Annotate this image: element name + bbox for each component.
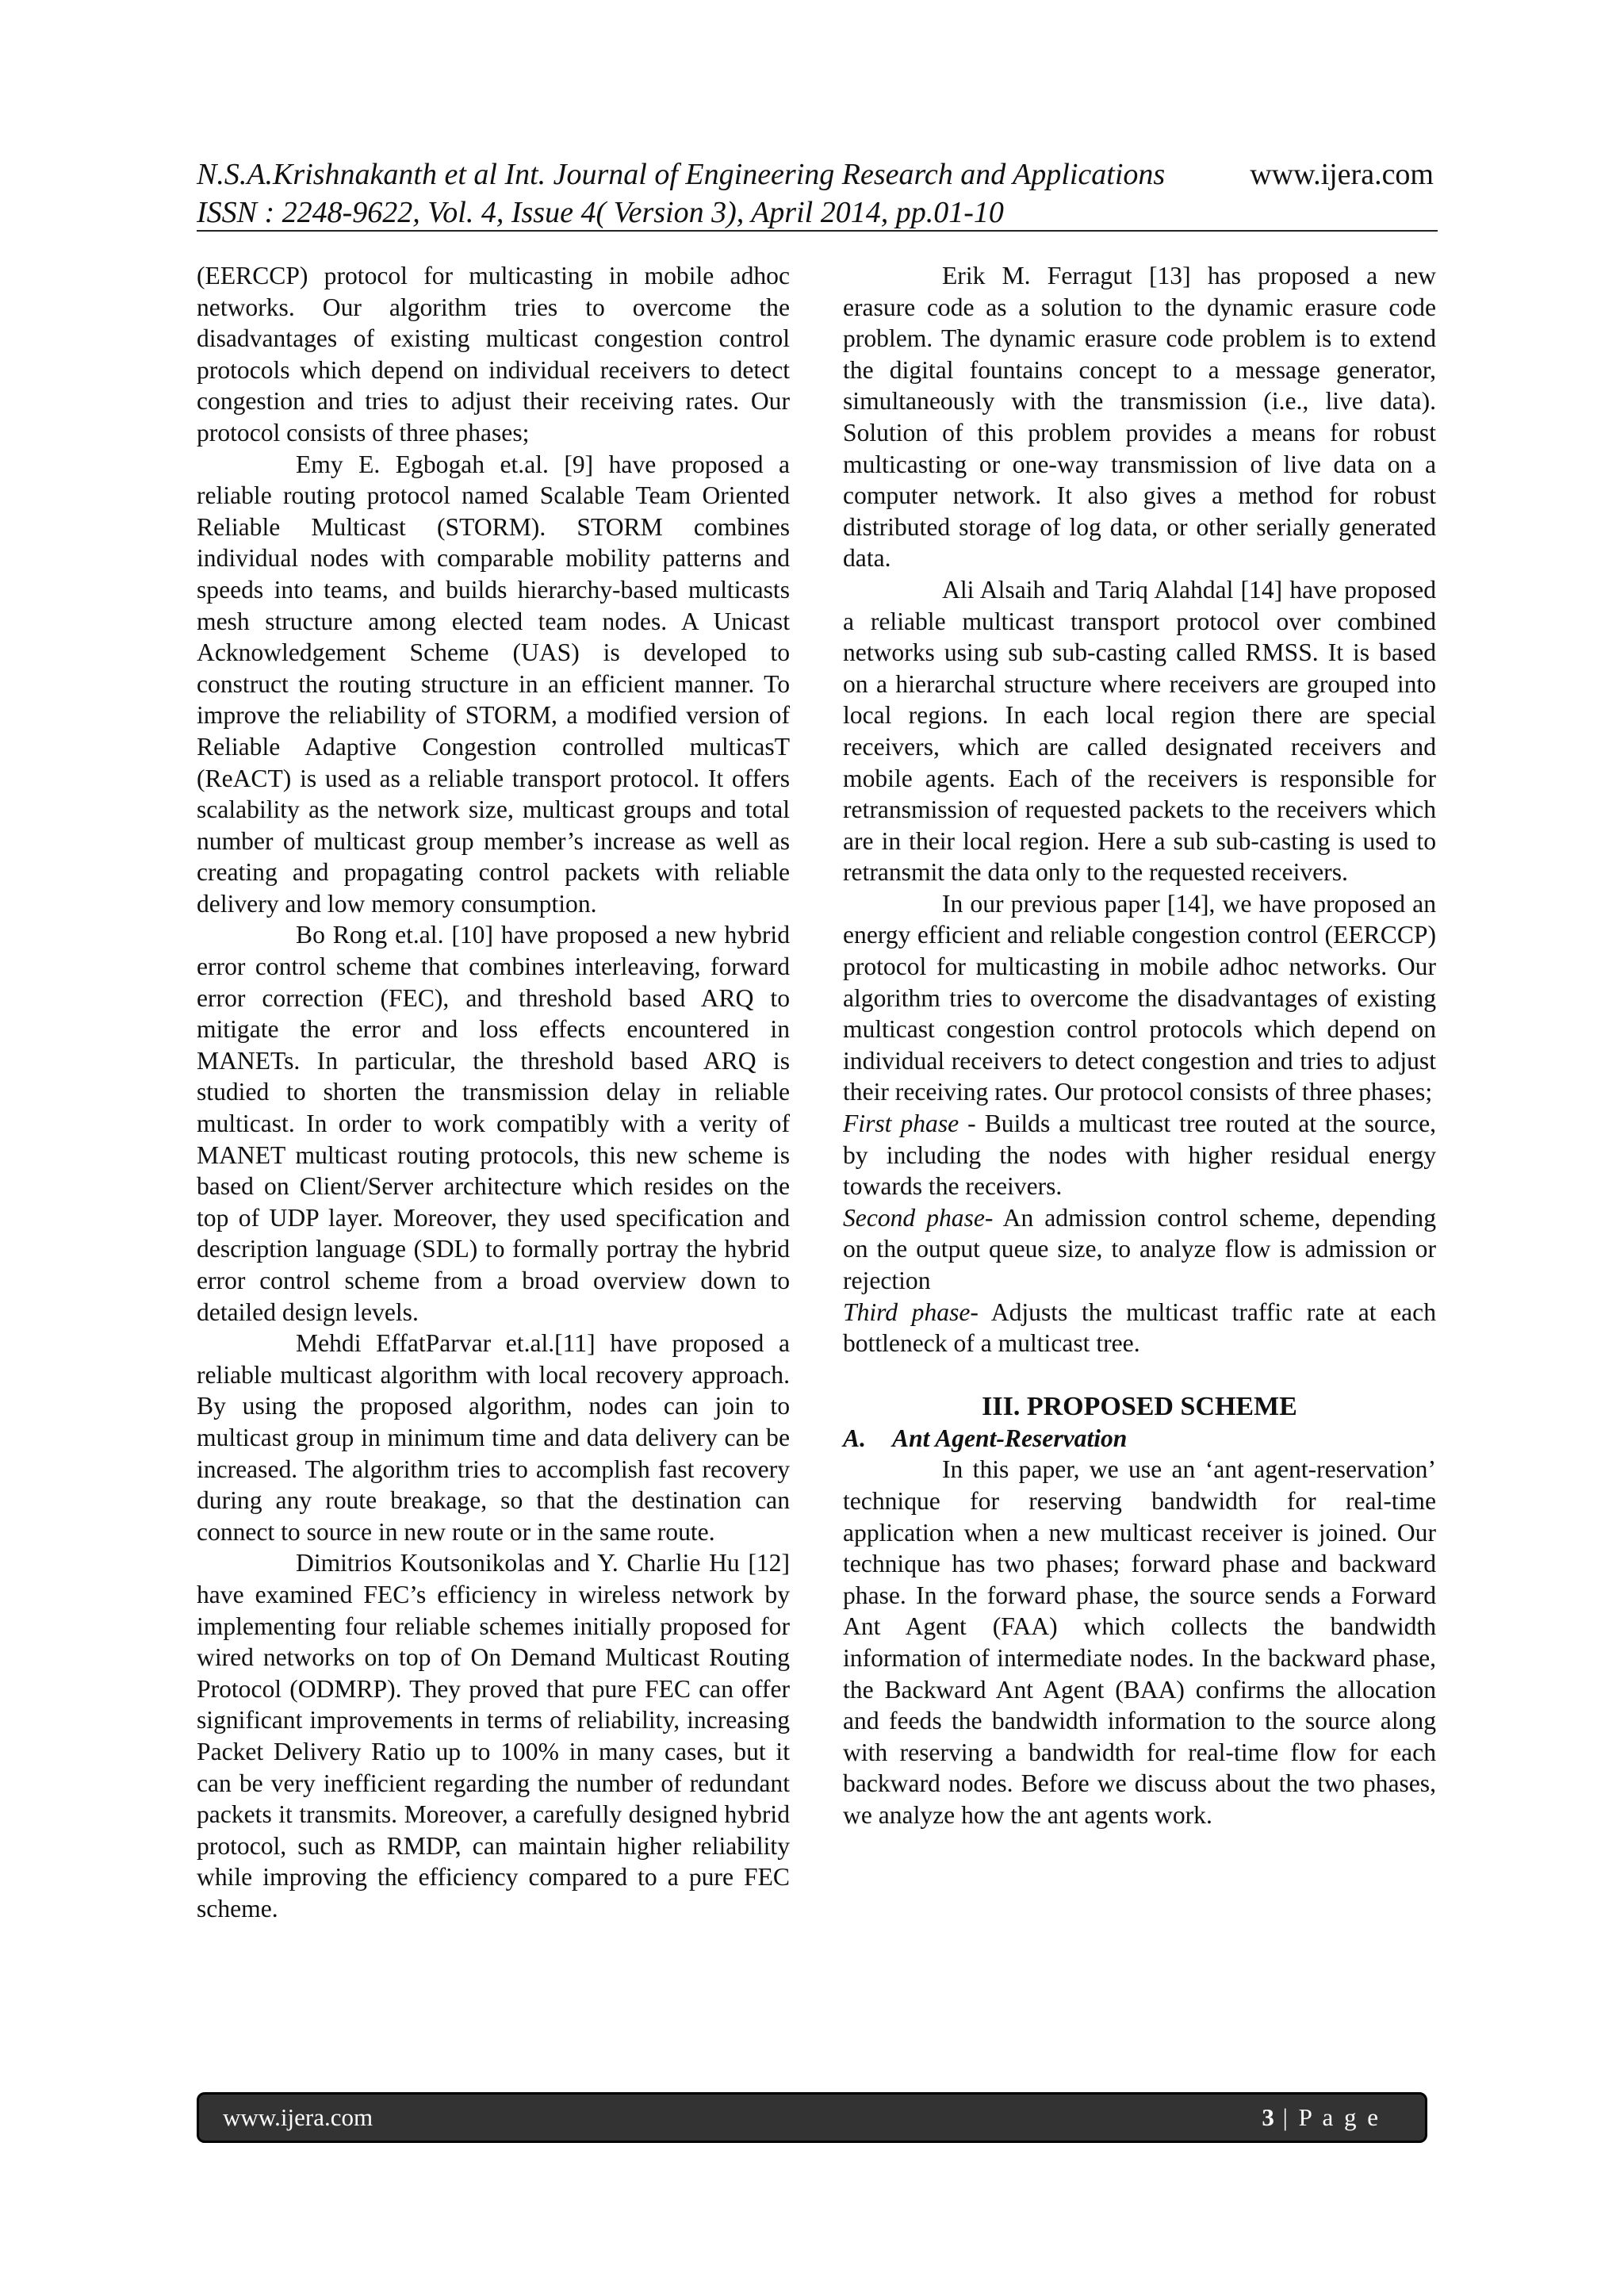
page-footer xyxy=(197,2092,1427,2143)
page-number: 3 xyxy=(1262,2103,1274,2131)
phase-label: Second phase xyxy=(843,1203,985,1232)
phase-item xyxy=(843,1108,1436,1202)
paragraph: Dimitrios Koutsonikolas and Y. Charlie Hu [12] have examined FEC’s efficiency in wireless network by implementing four reliable schemes initially proposed for wired networks on top of On Demand Multicast Routing Protocol (ODMRP). They proved that pure FEC can offer significant improvements in terms of reliability, increasing Packet Delivery Ratio up to 100% in many cases, but it can be very inefficient regarding the number of redundant packets it transmits. Moreover, a carefully designed hybrid protocol, such as RMDP, can maintain higher reliability while improving the efficiency compared to a pure FEC scheme. xyxy=(197,1549,790,1922)
paragraph: In this paper, we use an ‘ant agent-reservation’ technique for reserving bandwidth for real-time application when a new multicast receiver is joined. Our technique has two phases; forward phase and backward phase. In the forward phase, the source sends a Forward Ant Agent (FAA) which collects the bandwidth information of intermediate nodes. In the backward phase, the Backward Ant Agent (BAA) confirms the allocation and feeds the bandwidth information to the source along with reserving a bandwidth for real-time flow for each backward nodes. Before we discuss about the two phases, we analyze how the ant agents work. xyxy=(843,1455,1436,1829)
paragraph: Bo Rong et.al. [10] have proposed a new hybrid error control scheme that combines interleaving, forward error correction (FEC), and threshold based ARQ to mitigate the error and loss effects encountered in MANETs. In particular, the threshold based ARQ is studied to shorten the transmission delay in reliable multicast. In order to work compatibly with a verity of MANET multicast routing protocols, this new scheme is based on Client/Server architecture which resides on the top of UDP layer. Moreover, they used specification and description language (SDL) to formally portray the hybrid error control scheme from a broad overview down to detailed design levels. xyxy=(197,921,790,1326)
paragraph: Ali Alsaih and Tariq Alahdal [14] have proposed a reliable multicast transport protocol over combined networks using sub sub-casting called RMSS. It is based on a hierarchal structure where receivers are grouped into local regions. In each local region there are special receivers, which are called designated receivers and mobile agents. Each of the receivers is responsible for retransmission of requested packets to the receivers which are in their local region. Here a sub sub-casting is used to retransmit the data only to the requested receivers. xyxy=(843,575,1436,887)
paragraph: Erik M. Ferragut [13] has proposed a new erasure code as a solution to the dynamic erasure code problem. The dynamic erasure code problem is to extend the digital fountains concept to a message generator, simultaneously with the transmission (i.e., live data). Solution of this problem provides a means for robust multicasting or one-way transmission of live data on a computer network. It also gives a method for robust distributed storage of log data, or other serially generated data. xyxy=(843,262,1436,573)
right-column xyxy=(843,260,1436,1831)
section-title: III. PROPOSED SCHEME xyxy=(982,1391,1297,1421)
subsection-letter: A. xyxy=(843,1424,866,1452)
phase-text: - An admission control scheme, depending on the output queue size, to analyze flow is admission or rejection xyxy=(843,1203,1437,1294)
paragraph: In our previous paper [14], we have proposed an energy efficient and reliable congestion control (EERCCP) protocol for multicasting in mobile adhoc networks. Our algorithm tries to overcome the disadvantages of existing multicast congestion control protocols which depend on individual receivers to detect congestion and tries to adjust their receiving rates. Our protocol consists of three phases; xyxy=(843,889,1436,1106)
paragraph: (EERCCP) protocol for multicasting in mobile adhoc networks. Our algorithm tries to overcome the disadvantages of existing multicast congestion control protocols which depend on individual receivers to detect congestion and tries to adjust their receiving rates. Our protocol consists of three phases; xyxy=(197,262,790,447)
paragraph: Mehdi EffatParvar et.al.[11] have proposed a reliable multicast algorithm with local recovery approach. By using the proposed algorithm, nodes can join to multicast group in minimum time and data delivery can be increased. The algorithm tries to accomplish fast recovery during any route breakage, so that the destination can connect to source in new route or in the same route. xyxy=(197,1329,790,1546)
left-column xyxy=(197,260,790,1924)
phase-text: - Adjusts the multicast traffic rate at each bottleneck of a multicast tree. xyxy=(843,1297,1436,1358)
phase-label: First phase xyxy=(843,1110,959,1138)
phase-item xyxy=(843,1297,1436,1359)
page-suffix: | P a g e xyxy=(1274,2103,1381,2131)
subsection-heading xyxy=(843,1423,1436,1455)
header-url[interactable]: www.ijera.com xyxy=(1250,158,1434,191)
phase-text: - Builds a multicast tree routed at the source, by including the nodes with higher residual energy towards the receivers. xyxy=(843,1110,1436,1201)
paragraph: Emy E. Egbogah et.al. [9] have proposed a reliable routing protocol named Scalable Team Oriented Reliable Multicast (STORM). STORM combines individual nodes with comparable mobility patterns and speeds into teams, and builds hierarchy-based multicasts mesh structure among elected team nodes. A Unicast Acknowledgement Scheme (UAS) is developed to construct the routing structure in an efficient manner. To improve the reliability of STORM, a modified version of Reliable Adaptive Congestion controlled multicasT (ReACT) is used as a reliable transport protocol. It offers scalability as the network size, multicast groups and total number of multicast group member’s increase as well as creating and propagating control packets with reliable delivery and low memory consumption. xyxy=(197,450,790,918)
header-divider xyxy=(197,230,1438,232)
footer-url[interactable]: www.ijera.com xyxy=(223,2103,373,2131)
journal-citation: N.S.A.Krishnakanth et al Int. Journal of Engineering Research and Applications xyxy=(197,158,1166,191)
page-indicator xyxy=(1262,2092,1381,2143)
phase-item xyxy=(843,1202,1436,1297)
running-header xyxy=(197,155,1434,232)
subsection-title: Ant Agent-Reservation xyxy=(892,1424,1128,1452)
phase-label: Third phase xyxy=(843,1297,971,1326)
issue-info: ISSN : 2248-9622, Vol. 4, Issue 4( Version 3), April 2014, pp.01-10 xyxy=(197,196,1004,229)
